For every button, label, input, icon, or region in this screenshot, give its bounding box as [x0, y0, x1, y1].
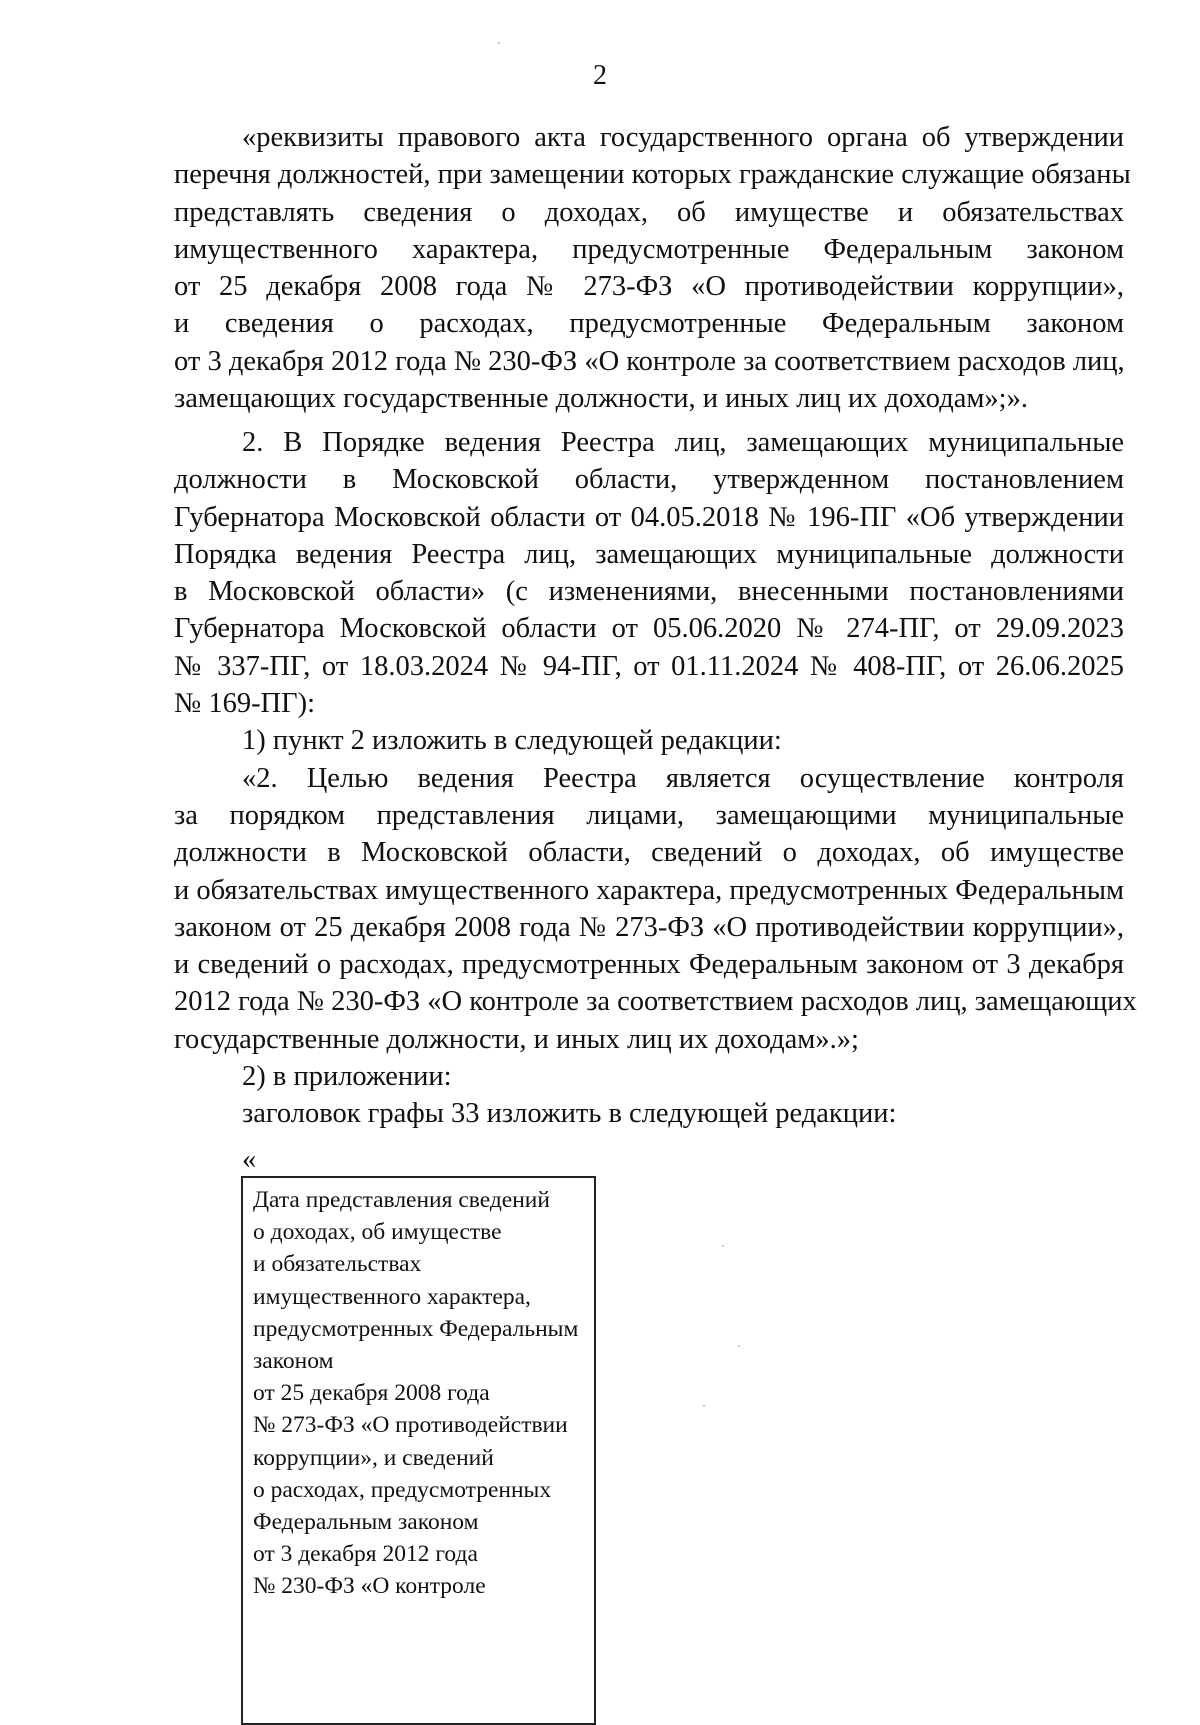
- text-line: представлять сведения о доходах, об имуществе и обязательствах: [174, 196, 1124, 228]
- text-line: «2. Целью ведения Реестра является осуществление контроля: [242, 762, 1124, 794]
- text-line: и сведения о расходах, предусмотренные Федеральным законом: [174, 308, 1124, 340]
- opening-quote: «: [242, 1144, 257, 1175]
- scan-speck: [498, 42, 500, 44]
- table-cell-line: № 230-ФЗ «О контроле: [253, 1573, 486, 1600]
- table-cell-line: о расходах, предусмотренных: [253, 1476, 552, 1503]
- item-2-intro: 2) в приложении:: [242, 1061, 452, 1093]
- text-line: должности в Московской области, сведений о доходах, об имуществе: [174, 837, 1124, 869]
- text-line: и сведений о расходах, предусмотренных Федеральным законом от 3 декабря: [174, 949, 1124, 981]
- text-line: № 337-ПГ, от 18.03.2024 № 94-ПГ, от 01.11.2024 № 408-ПГ, от 26.06.2025: [174, 650, 1124, 682]
- paragraph-registry-purpose: [174, 760, 1137, 1058]
- text-line: Губернатора Московской области от 04.05.2018 № 196-ПГ «Об утверждении: [174, 501, 1124, 533]
- text-line: должности в Московской области, утвержденном постановлением: [174, 464, 1124, 496]
- table-cell-line: предусмотренных Федеральным: [253, 1315, 579, 1342]
- document-body-main: [174, 424, 1137, 1133]
- text-line: № 169-ПГ):: [174, 688, 316, 720]
- table-cell-line: коррупции», и сведений: [253, 1444, 494, 1471]
- table-cell-line: от 25 декабря 2008 года: [253, 1380, 490, 1407]
- paragraph-requisites: [174, 119, 1131, 417]
- table-cell-line: и обязательствах: [253, 1251, 422, 1278]
- table-cell-line: Федеральным законом: [253, 1509, 479, 1536]
- table-cell-line: о доходах, об имуществе: [253, 1219, 502, 1246]
- text-line: государственные должности, и иных лиц их доходам».»;: [174, 1023, 859, 1055]
- column-header-intro: заголовок графы 33 изложить в следующей редакции:: [242, 1098, 897, 1130]
- text-line: 2. В Порядке ведения Реестра лиц, замещающих муниципальные: [242, 427, 1124, 458]
- scan-speck: [722, 1245, 724, 1247]
- table-column-header-cell: [241, 1176, 596, 1725]
- text-line: от 25 декабря 2008 года № 273-ФЗ «О противодействии коррупции»,: [174, 271, 1124, 303]
- text-line: 2012 года № 230-ФЗ «О контроле за соответствием расходов лиц, замещающих: [174, 986, 1137, 1018]
- table-cell-line: № 273-ФЗ «О противодействии: [253, 1412, 568, 1439]
- text-line: в Московской области» (с изменениями, внесенными постановлениями: [174, 576, 1124, 608]
- item-1-intro: 1) пункт 2 изложить в следующей редакции:: [242, 725, 782, 757]
- text-line: имущественного характера, предусмотренные Федеральным законом: [174, 233, 1124, 265]
- document-body-top: [174, 119, 1131, 417]
- paragraph-registry-order: [174, 424, 1124, 722]
- text-line: Губернатора Московской области от 05.06.2020 № 274-ПГ, от 29.09.2023: [174, 613, 1124, 645]
- scan-speck: [738, 1345, 740, 1347]
- scan-speck: [703, 1405, 705, 1407]
- table-cell-line: имущественного характера,: [253, 1283, 531, 1310]
- text-line: Порядка ведения Реестра лиц, замещающих муниципальные должности: [174, 538, 1124, 570]
- table-cell-line: Дата представления сведений: [253, 1187, 550, 1213]
- text-line: от 3 декабря 2012 года № 230-ФЗ «О контроле за соответствием расходов лиц,: [174, 345, 1125, 377]
- text-line: и обязательствах имущественного характера, предусмотренных Федеральным: [174, 874, 1124, 906]
- text-line: «реквизиты правового акта государственного органа об утверждении: [242, 122, 1124, 153]
- page-number: 2: [593, 60, 607, 91]
- text-line: замещающих государственные должности, и иных лиц их доходам»;».: [174, 383, 1028, 415]
- table-cell-line: от 3 декабря 2012 года: [253, 1541, 478, 1568]
- text-line: законом от 25 декабря 2008 года № 273-ФЗ «О противодействии коррупции»,: [174, 911, 1124, 943]
- text-line: перечня должностей, при замещении которых гражданские служащие обязаны: [174, 159, 1131, 191]
- table-cell-line: законом: [253, 1348, 334, 1375]
- text-line: за порядком представления лицами, замещающими муниципальные: [174, 799, 1124, 831]
